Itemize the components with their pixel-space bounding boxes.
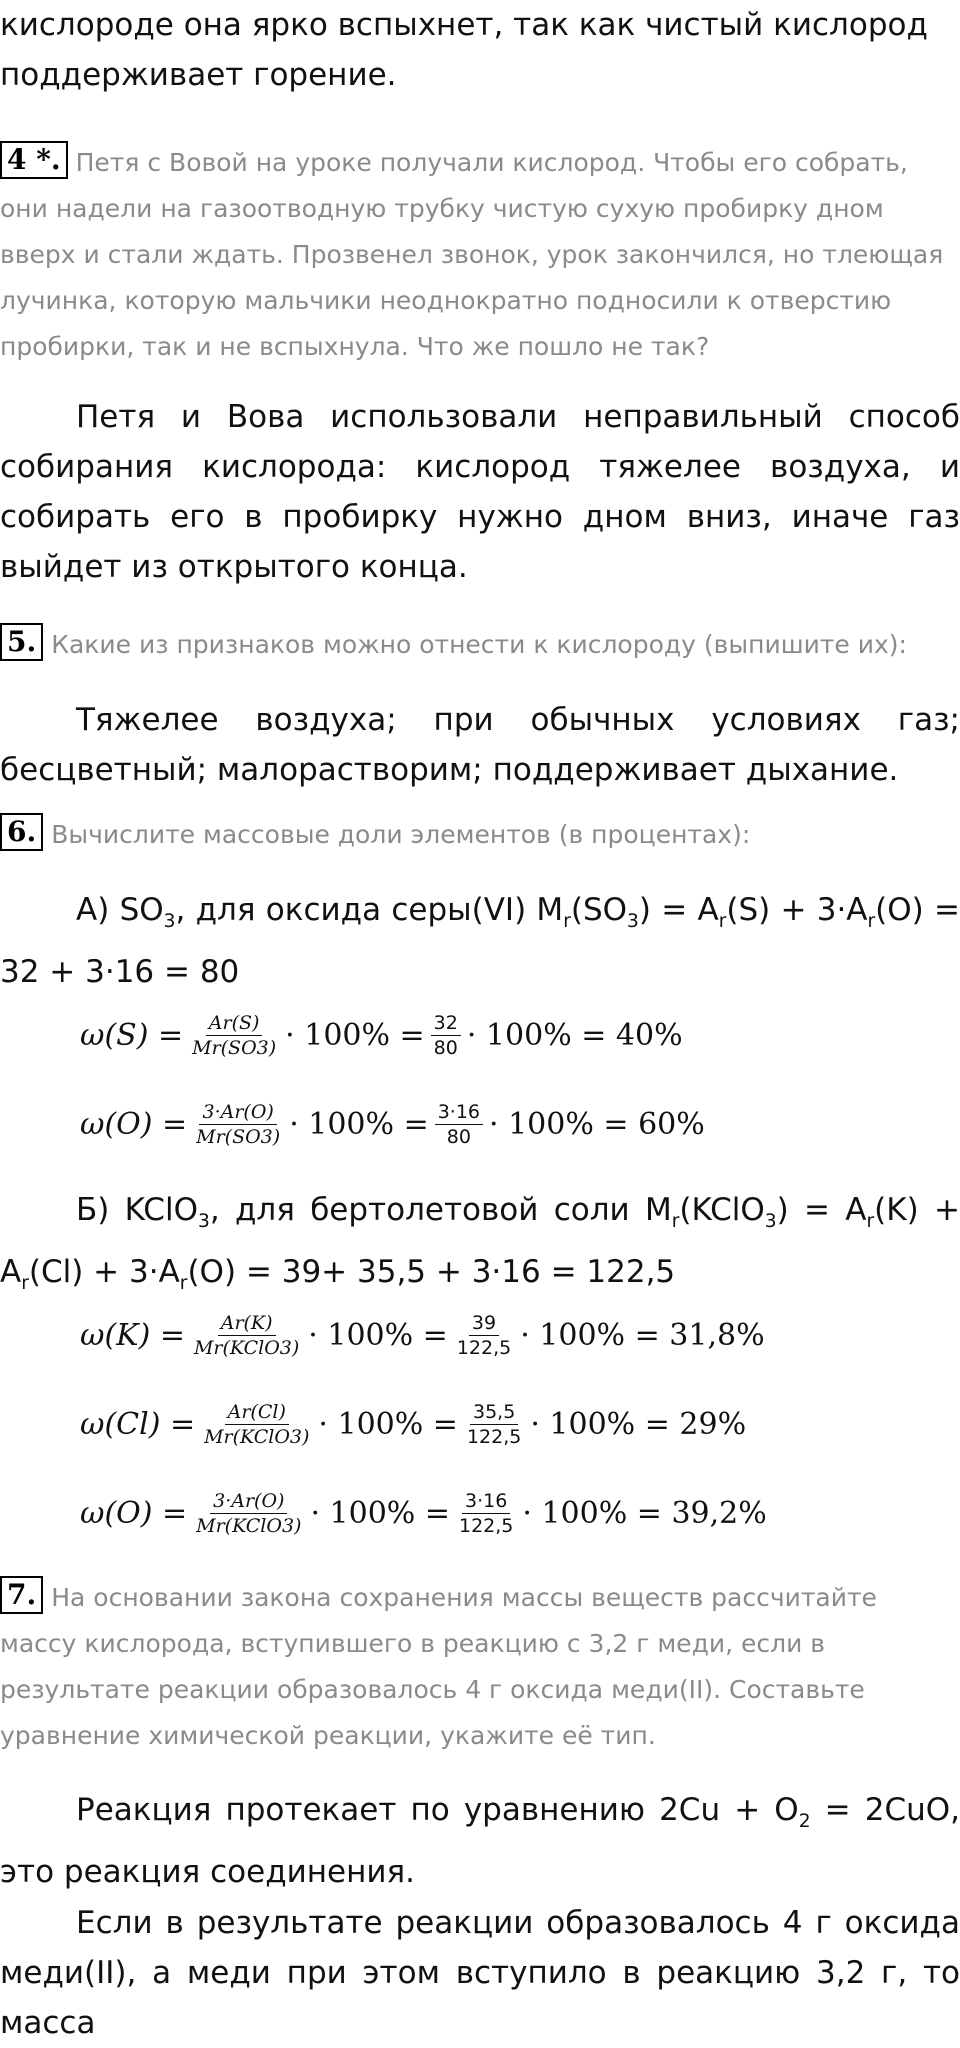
task-7-answer-2: Если в результате реакции образовалось 4 г оксида меди(II), а меди при этом вступило в реакцию 3,2 г, то масса xyxy=(0,1905,960,2041)
task-5-question-text: Какие из признаков можно отнести к кислороду (выпишите их): xyxy=(51,630,907,659)
task-number-badge: 5. xyxy=(0,623,43,661)
intro-paragraph xyxy=(0,0,960,100)
formula-omega-o-kclo3: ω(O) = $\frac{3\cdot Ar(O)}{\text{Mr(KClO3)}}$ · 100% = $\frac{3\cdot 16}{122,5}$ · 100% = 39,2% xyxy=(80,1489,767,1537)
task-7-question xyxy=(0,1575,960,1759)
task-4-answer: Петя и Вова использовали неправильный способ собирания кислорода: кислород тяжелее воздуха, и собирать его в пробирку нужно дном вниз, иначе газ выйдет из открытого конца. xyxy=(0,399,960,585)
task-6-question-text: Вычислите массовые доли элементов (в процентах): xyxy=(51,820,751,849)
task-6-part-b-text: Б) KClO$_3$, для бертолетовой соли $M_r(KClO_3) = A_r(K) + A_r(Cl) + 3\cdot A_r(O) = 39+ 35,5 + 3\cdot 16 = 122,5$ xyxy=(0,1192,960,1295)
task-4-question-text: Петя с Вовой на уроке получали кислород. Чтобы его собрать, они надели на газоотводную трубку чистую сухую пробирку дном вверх и стали ждать. Прозвенел звонок, урок закончился, но тлеющая лучинка, которую мальчики неоднократно подносили к отверстию пробирки, так и не вспыхнула. Что же пошло не так? xyxy=(0,148,944,361)
formula-omega-k: ω(K) = $\frac{Ar(K)}{\text{Mr(KClO3)}}$ · 100% = $\frac{39}{122,5}$ · 100% = 31,8% xyxy=(80,1311,765,1359)
task-5-question xyxy=(0,622,960,668)
intro-line-1: кислороде она ярко вспыхнет, так как чистый кислород xyxy=(0,7,928,43)
task-7-answer-1: Реакция протекает по уравнению $2Cu + O_2 = 2CuO$, это реакция соединения. xyxy=(0,1792,960,1891)
task-6-part-a-text: А) $SO_3$, для оксида серы(VI) $M_r(SO_3) = A_r(S) + 3\cdot A_r(O) = 32 + 3\cdot 16 = 80$ xyxy=(0,892,960,991)
task-7-question-text: На основании закона сохранения массы веществ рассчитайте массу кислорода, вступившего в реакцию с 3,2 г меди, если в результате реакции образовалось 4 г оксида меди(II). Составьте уравнение химической реакции, укажите её тип. xyxy=(0,1583,877,1750)
formula-omega-o: ω(O) = $\frac{3\cdot Ar(O)}{Mr(SO3)}$ · 100% = $\frac{3\cdot 16}{80}$ · 100% = 60% xyxy=(80,1100,705,1148)
formula-omega-s: ω(S) = $\frac{Ar(S)}{Mr(SO3)}$ · 100% = $\frac{32}{80}$ · 100% = 40% xyxy=(80,1011,683,1059)
task-5-answer: Тяжелее воздуха; при обычных условиях газ; бесцветный; малорастворим; поддерживает дыхание. xyxy=(0,702,960,788)
task-6-question xyxy=(0,812,960,858)
task-4-question xyxy=(0,140,960,370)
task-number-badge: 6. xyxy=(0,813,43,851)
intro-line-2: поддерживает горение. xyxy=(0,57,397,93)
task-number-badge: 7. xyxy=(0,1576,43,1614)
task-number-badge: 4 *. xyxy=(0,141,68,179)
formula-omega-cl: ω(Cl) = $\frac{Ar(Cl)}{\text{Mr(KClO3)}}$ · 100% = $\frac{35,5}{122,5}$ · 100% = 29% xyxy=(80,1400,747,1448)
